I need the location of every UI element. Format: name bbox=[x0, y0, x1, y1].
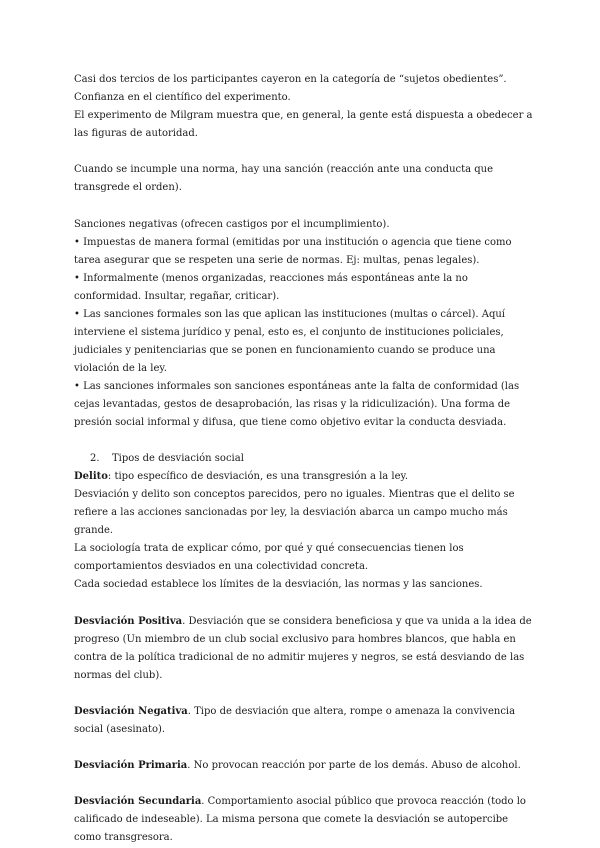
paragraph-milgram-conclusion: El experimento de Milgram muestra que, en general, la gente está dispuesta a obedecer a las figuras de autoridad. bbox=[74, 110, 533, 139]
term-desviacion-secundaria: Desviación Secundaria bbox=[74, 796, 202, 807]
definition-desviacion-primaria: Desviación Primaria. No provocan reacción por parte de los demás. Abuso de alcohol. bbox=[74, 760, 521, 771]
paragraph-limites: Cada sociedad establece los límites de la desviación, las normas y las sanciones. bbox=[74, 579, 483, 590]
definition-desviacion-positiva: Desviación Positiva. Desviación que se considera beneficiosa y que va unida a la idea de progreso (Un miembro de un club social exclusivo para hombres blancos, que habla en contra de la política tradicional de no admitir mujeres y negros, se está desviando de las normas del club). bbox=[74, 616, 532, 681]
section-heading bbox=[74, 450, 534, 468]
paragraph-sancion: Cuando se incumple una norma, hay una sanción (reacción ante una conducta que transgrede el orden). bbox=[74, 164, 494, 193]
definition-desviacion-negativa: Desviación Negativa. Tipo de desviación que altera, rompe o amenaza la convivencia social (asesinato). bbox=[74, 706, 516, 735]
paragraph-sanciones-negativas: Sanciones negativas (ofrecen castigos por el incumplimiento). bbox=[74, 219, 390, 230]
term-desviacion-primaria: Desviación Primaria bbox=[74, 760, 188, 771]
definition-desviacion-secundaria: Desviación Secundaria. Comportamiento asocial público que provoca reacción (todo lo calificado de indeseable). La misma persona que comete la desviación se autopercibe como transgresora. bbox=[74, 796, 526, 843]
list-item: • Las sanciones informales son sanciones espontáneas ante la falta de conformidad (las cejas levantadas, gestos de desaprobación, las risas y la ridiculización). Una forma de presión social informal y difusa, que tiene como objetivo evitar la conducta desviada. bbox=[74, 381, 520, 428]
list-item: • Las sanciones formales son las que aplican las instituciones (multas o cárcel). Aquí interviene el sistema jurídico y penal, esto es, el conjunto de instituciones policiales, judiciales y penitenciarias que se ponen en funcionamiento cuando se produce una violación de la ley. bbox=[74, 309, 506, 374]
section-title: Tipos de desviación social bbox=[112, 453, 244, 464]
paragraph-desviacion-delito: Desviación y delito son conceptos parecidos, pero no iguales. Mientras que el delito se refiere a las acciones sancionadas por ley, la desviación abarca un campo mucho más grande. bbox=[74, 489, 515, 536]
section-number: 2. bbox=[90, 453, 100, 464]
list-item: • Informalmente (menos organizadas, reacciones más espontáneas ante la no conformidad. Insultar, regañar, criticar). bbox=[74, 273, 468, 302]
term-desviacion-negativa: Desviación Negativa bbox=[74, 706, 188, 717]
paragraph-delito: Delito: tipo específico de desviación, es una transgresión a la ley. bbox=[74, 471, 409, 482]
paragraph-milgram-results: Casi dos tercios de los participantes cayeron en la categoría de “sujetos obedientes”. Confianza en el científico del experimento. bbox=[74, 74, 507, 103]
term-delito: Delito bbox=[74, 471, 108, 482]
term-desviacion-positiva: Desviación Positiva bbox=[74, 616, 183, 627]
list-item: • Impuestas de manera formal (emitidas por una institución o agencia que tiene como tarea asegurar que se respeten una serie de normas. Ej: multas, penas legales). bbox=[74, 237, 512, 266]
paragraph-sociologia: La sociología trata de explicar cómo, por qué y qué consecuencias tienen los comportamientos desviados en una colectividad concreta. bbox=[74, 543, 464, 572]
document-page bbox=[74, 71, 534, 847]
